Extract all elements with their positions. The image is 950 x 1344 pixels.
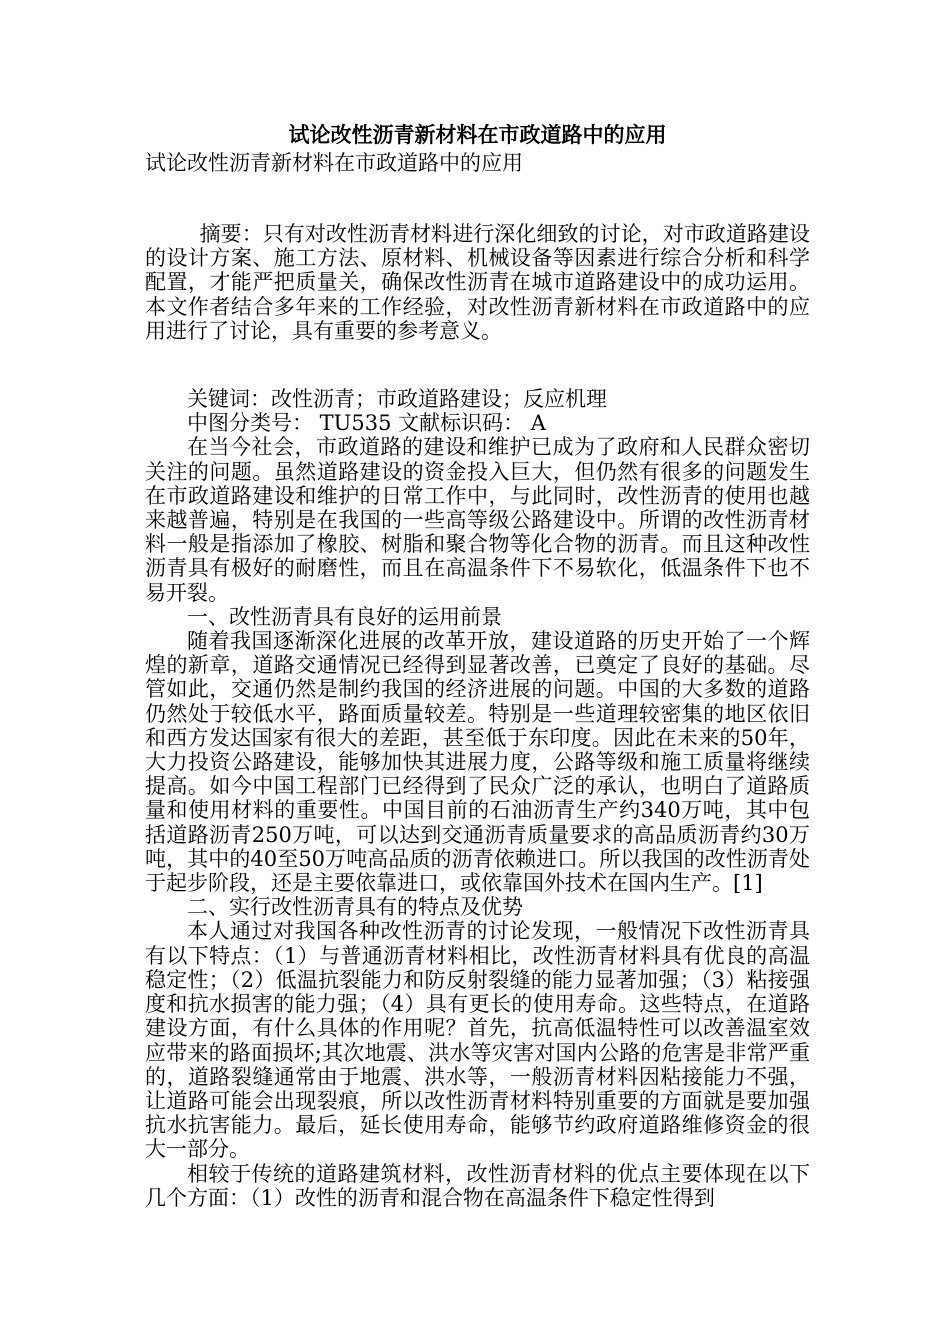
abstract-paragraph: 摘要：只有对改性沥青材料进行深化细致的讨论，对市政道路建设的设计方案、施工方法、原材料、机械设备等因素进行综合分析和科学配置，才能严把质量关，确保改性沥青在城市道路建设中的成功运用。本文作者结合多年来的工作经验，对改性沥青新材料在市政道路中的应用进行了讨论，具有重要的参考意义。 (145, 222, 810, 343)
body-paragraph: 本人通过对我国各种改性沥青的讨论发现，一般情况下改性沥青具有以下特点：（1）与普通沥青材料相比，改性沥青材料具有优良的高温稳定性；（2）低温抗裂能力和防反射裂缝的能力显著加强；（3）粘接强度和抗水损害的能力强；（4）具有更长的使用寿命。这些特点，在道路建设方面，有什么具体的作用呢？首先，抗高低温特性可以改善温室效应带来的路面损坏;其次地震、洪水等灾害对国内公路的危害是非常严重的，道路裂缝通常由于地震、洪水等，一般沥青材料因粘接能力不强，让道路可能会出现裂痕，所以改性沥青材料特别重要的方面就是要加强抗水抗害能力。最后，延长使用寿命，能够节约政府道路维修资金的很大一部分。 (145, 919, 810, 1162)
spacer (145, 343, 810, 387)
section-heading-1: 一、改性沥青具有良好的运用前景 (187, 604, 502, 629)
classification-line: 中图分类号： TU535 文献标识码： A (187, 411, 546, 436)
body-paragraph: 随着我国逐渐深化进展的改革开放，建设道路的历史开始了一个辉煌的新章，道路交通情况已经得到显著改善，已奠定了良好的基础。尽管如此，交通仍然是制约我国的经济进展的问题。中国的大多数的道路仍然处于较低水平，路面质量较差。特别是一些道理较密集的地区依旧和西方发达国家有很大的差距，甚至低于东印度。因此在未来的50年，大力投资公路建设，能够加快其进展力度，公路等级和施工质量将继续提高。如今中国工程部门已经得到了民众广泛的承认，也明白了道路质量和使用材料的重要性。中国目前的石油沥青生产约340万吨，其中包括道路沥青250万吨，可以达到交通沥青质量要求的高品质沥青约30万吨，其中的40至50万吨高品质的沥青依赖进口。所以我国的改性沥青处于起步阶段，还是主要依靠进口，或依靠国外技术在国内生产。[1] (145, 629, 810, 896)
document-subtitle: 试论改性沥青新材料在市政道路中的应用 (145, 151, 523, 175)
keywords-line: 关键词：改性沥青；市政道路建设；反应机理 (187, 387, 607, 412)
document-title: 试论改性沥青新材料在市政道路中的应用 (288, 122, 667, 147)
body-paragraph: 相较于传统的道路建筑材料，改性沥青材料的优点主要体现在以下几个方面：（1）改性的沥青和混合物在高温条件下稳定性得到 (145, 1161, 810, 1210)
spacer (145, 176, 810, 222)
section-heading-2: 二、实行改性沥青具有的特点及优势 (187, 895, 523, 920)
document-page (145, 120, 810, 1210)
intro-paragraph: 在当今社会，市政道路的建设和维护已成为了政府和人民群众密切关注的问题。虽然道路建设的资金投入巨大，但仍然有很多的问题发生在市政道路建设和维护的日常工作中，与此同时，改性沥青的使用也越来越普遍，特别是在我国的一些高等级公路建设中。所谓的改性沥青材料一般是指添加了橡胶、树脂和聚合物等化合物的沥青。而且这种改性沥青具有极好的耐磨性，而且在高温条件下不易软化，低温条件下也不易开裂。 (145, 435, 810, 605)
